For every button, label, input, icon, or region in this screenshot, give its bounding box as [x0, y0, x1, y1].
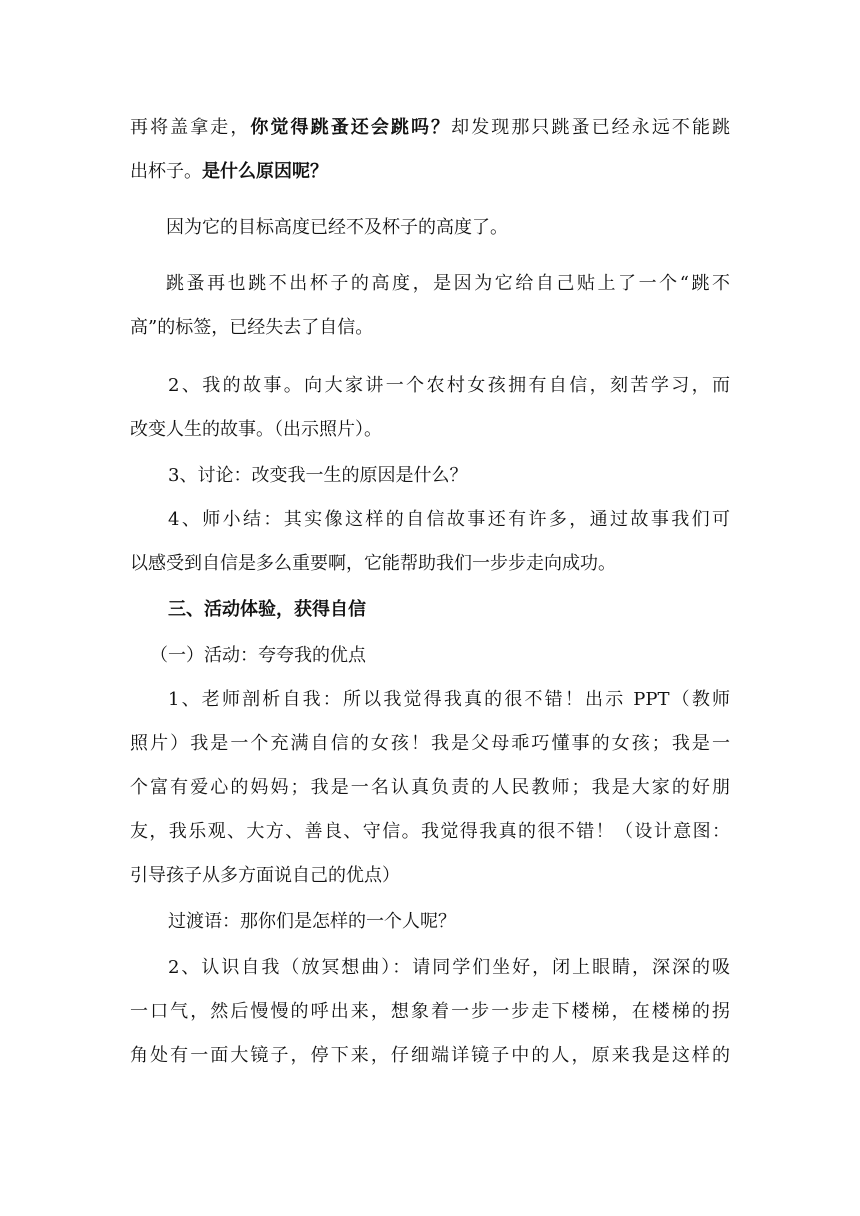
paragraph-p11-line-1	[168, 956, 730, 980]
bold-question: 你觉得跳蚤还会跳吗？	[250, 117, 452, 138]
paragraph-p9-line-3	[130, 776, 730, 800]
text-span: 4、师小结：其实像这样的自信故事还有许多，通过故事我们可	[168, 509, 730, 530]
subsection-heading	[150, 644, 730, 668]
text-span: 以感受到自信是多么重要啊，它能帮助我们一步步走向成功。	[130, 553, 616, 574]
text-span: 因为它的目标高度已经不及杯子的高度了。	[166, 217, 508, 238]
text-span: 改变人生的故事。（出示照片）。	[130, 419, 382, 440]
text-span: （一）活动：夸夸我的优点	[150, 645, 366, 666]
text-span: 引导孩子从多方面说自己的优点）	[130, 865, 400, 886]
heading-text: 三、活动体验，获得自信	[168, 599, 366, 620]
text-span: 一口气，然后慢慢的呼出来，想象着一步一步走下楼梯，在楼梯的拐	[130, 1001, 730, 1022]
text-span: 出杯子。	[130, 161, 202, 182]
paragraph-p1-line-2	[130, 160, 730, 184]
paragraph-p4-line-1	[168, 374, 730, 398]
paragraph-p9-line-4	[130, 820, 730, 844]
text-span: 过渡语：那你们是怎样的一个人呢？	[168, 911, 456, 932]
paragraph-p11-line-2	[130, 1000, 730, 1024]
paragraph-p9-line-2	[130, 732, 730, 756]
paragraph-p11-line-3	[130, 1044, 730, 1068]
text-span: 1、老师剖析自我：所以我觉得我真的很不错！出示 PPT（教师	[168, 689, 730, 710]
section-heading	[168, 598, 730, 622]
text-span: 2、认识自我（放冥想曲）：请同学们坐好，闭上眼睛，深深的吸	[168, 957, 730, 978]
text-span: 友，我乐观、大方、善良、守信。我觉得我真的很不错！（设计意图：	[130, 821, 730, 842]
paragraph-p3-line-1	[166, 272, 730, 296]
text-span: 照片）我是一个充满自信的女孩！我是父母乖巧懂事的女孩；我是一	[130, 733, 730, 754]
paragraph-p4-line-2	[130, 418, 730, 442]
paragraph-p2-line-1	[166, 216, 730, 240]
text-span: 角处有一面大镜子，停下来，仔细端详镜子中的人，原来我是这样的	[130, 1045, 730, 1066]
bold-question: 是什么原因呢？	[202, 161, 328, 182]
paragraph-p5-line-1	[168, 464, 730, 488]
paragraph-p6-line-1	[168, 508, 730, 532]
paragraph-p9-line-1	[168, 688, 730, 712]
text-span: 3、讨论：改变我一生的原因是什么？	[168, 465, 468, 486]
text-span: 个富有爱心的妈妈；我是一名认真负责的人民教师；我是大家的好朋	[130, 777, 730, 798]
text-span: 2、我的故事。向大家讲一个农村女孩拥有自信，刻苦学习，而	[168, 375, 730, 396]
text-span: 高”的标签，已经失去了自信。	[130, 317, 374, 338]
paragraph-p10-line-1	[168, 910, 730, 934]
paragraph-p9-line-5	[130, 864, 730, 888]
paragraph-p6-line-2	[130, 552, 730, 576]
paragraph-p3-line-2	[130, 316, 730, 340]
paragraph-p1-line-1	[130, 116, 730, 140]
text-span: 再将盖拿走，	[130, 117, 251, 138]
text-span: 跳蚤再也跳不出杯子的高度，是因为它给自己贴上了一个“跳不	[166, 273, 730, 294]
text-span: 却发现那只跳蚤已经永远不能跳	[451, 117, 731, 138]
